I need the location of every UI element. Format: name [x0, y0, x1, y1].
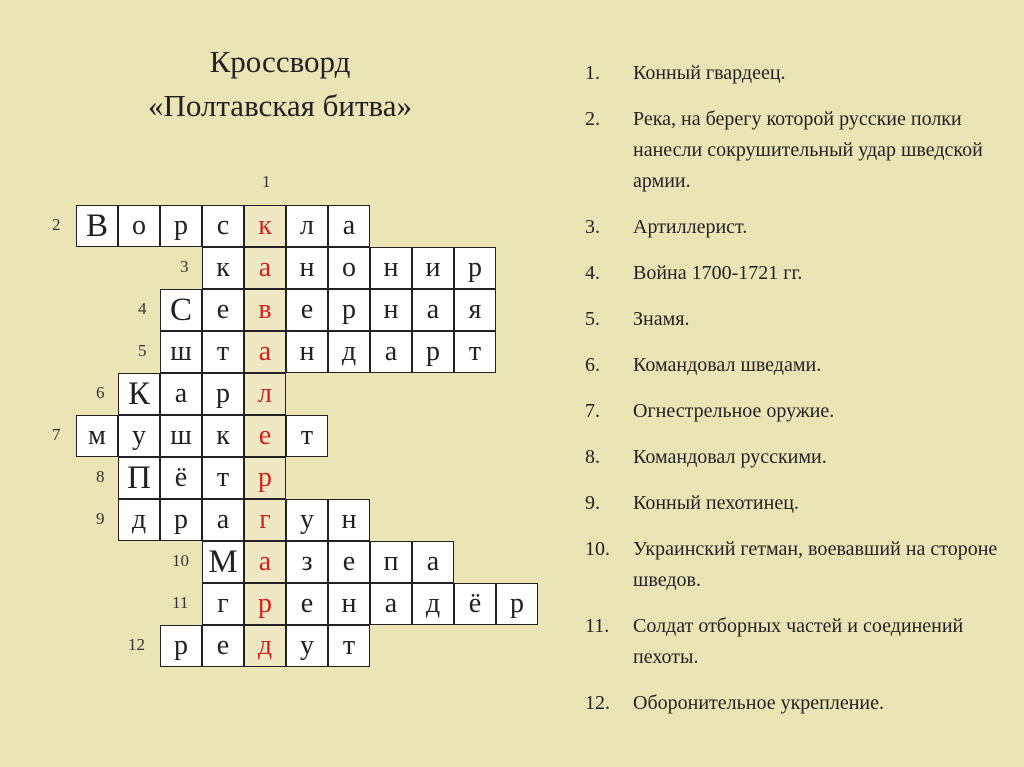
clue-item-number: 12. — [585, 692, 610, 714]
crossword-cell[interactable]: е — [328, 541, 370, 583]
crossword-cell[interactable]: у — [286, 499, 328, 541]
clue-number-11: 11 — [172, 593, 189, 612]
crossword-cell[interactable]: е — [202, 289, 244, 331]
clue-item-text: Война 1700-1721 гг. — [633, 262, 803, 284]
clue-number-1: 1 — [262, 172, 271, 191]
clue-item-text: Командовал русскими. — [633, 446, 827, 468]
crossword-cell[interactable]: а — [160, 373, 202, 415]
crossword-cell[interactable]: р — [454, 247, 496, 289]
clue-item-number: 9. — [585, 492, 600, 514]
crossword-cell[interactable]: а — [370, 331, 412, 373]
crossword-cell[interactable]: с — [202, 205, 244, 247]
clue-item — [585, 350, 1005, 381]
clue-item-number: 7. — [585, 400, 600, 422]
clue-number-4: 4 — [138, 299, 147, 318]
crossword-cell[interactable]: т — [454, 331, 496, 373]
clue-item-text: Конный пехотинец. — [633, 492, 799, 514]
clue-item — [585, 488, 1005, 519]
crossword-cell[interactable]: н — [370, 289, 412, 331]
clue-item-text: Река, на берегу которой русские полки нанесли сокрушительный удар шведской армии. — [633, 108, 983, 192]
clue-item-number: 1. — [585, 62, 600, 84]
crossword-cell[interactable]: р — [160, 499, 202, 541]
clue-item-text: Оборонительное укрепление. — [633, 692, 885, 714]
crossword-cell[interactable]: П — [118, 457, 160, 499]
crossword-cell[interactable]: а — [412, 289, 454, 331]
crossword-cell[interactable]: т — [202, 457, 244, 499]
clue-item-number: 11. — [585, 615, 610, 637]
crossword-cell[interactable]: е — [286, 289, 328, 331]
clue-item-text: Украинский гетман, воевавший на стороне шведов. — [633, 538, 998, 591]
crossword-cell[interactable]: ё — [454, 583, 496, 625]
crossword-cell[interactable]: н — [286, 331, 328, 373]
clue-item — [585, 258, 1005, 289]
crossword-cell[interactable]: р — [202, 373, 244, 415]
crossword-key-cell[interactable]: р — [244, 583, 286, 625]
crossword-key-cell[interactable]: р — [244, 457, 286, 499]
clue-number-8: 8 — [96, 467, 105, 486]
crossword-cell[interactable]: н — [328, 583, 370, 625]
clue-item-text: Огнестрельное оружие. — [633, 400, 835, 422]
crossword-cell[interactable]: д — [412, 583, 454, 625]
crossword-cell[interactable]: а — [328, 205, 370, 247]
crossword-cell[interactable]: л — [286, 205, 328, 247]
crossword-cell[interactable]: ё — [160, 457, 202, 499]
clue-number-10: 10 — [172, 551, 189, 570]
crossword-grid — [0, 0, 560, 700]
clue-item-number: 4. — [585, 262, 600, 284]
crossword-cell[interactable]: р — [412, 331, 454, 373]
clue-list — [585, 58, 1005, 734]
crossword-key-cell[interactable]: а — [244, 541, 286, 583]
clue-item — [585, 212, 1005, 243]
clue-item — [585, 442, 1005, 473]
crossword-key-cell[interactable]: к — [244, 205, 286, 247]
clue-number-2: 2 — [52, 215, 61, 234]
crossword-cell[interactable]: н — [286, 247, 328, 289]
crossword-cell[interactable]: п — [370, 541, 412, 583]
crossword-cell[interactable]: о — [328, 247, 370, 289]
crossword-cell[interactable]: ш — [160, 331, 202, 373]
clue-item-text: Солдат отборных частей и соединений пехоты. — [633, 615, 964, 668]
crossword-cell[interactable]: к — [202, 247, 244, 289]
crossword-cell[interactable]: К — [118, 373, 160, 415]
crossword-key-cell[interactable]: а — [244, 247, 286, 289]
crossword-cell[interactable]: а — [412, 541, 454, 583]
clue-number-9: 9 — [96, 509, 105, 528]
crossword-cell[interactable]: т — [202, 331, 244, 373]
crossword-cell[interactable]: т — [286, 415, 328, 457]
clue-item — [585, 304, 1005, 335]
crossword-cell[interactable]: н — [328, 499, 370, 541]
clue-item-number: 3. — [585, 216, 600, 238]
clue-item — [585, 104, 1005, 197]
clue-item-text: Артиллерист. — [633, 216, 748, 238]
crossword-cell[interactable]: р — [496, 583, 538, 625]
clue-number-6: 6 — [96, 383, 105, 402]
clue-item-text: Командовал шведами. — [633, 354, 822, 376]
clue-item — [585, 58, 1005, 89]
clue-item-number: 6. — [585, 354, 600, 376]
clue-number-3: 3 — [180, 257, 189, 276]
crossword-cell[interactable]: р — [328, 289, 370, 331]
clue-number-5: 5 — [138, 341, 147, 360]
crossword-cell[interactable]: р — [160, 205, 202, 247]
crossword-cell[interactable]: д — [328, 331, 370, 373]
crossword-cell[interactable]: н — [370, 247, 412, 289]
crossword-cell[interactable]: о — [118, 205, 160, 247]
clue-number-12: 12 — [128, 635, 145, 654]
crossword-cell[interactable]: В — [76, 205, 118, 247]
clue-item-text: Знамя. — [633, 308, 690, 330]
crossword-cell[interactable]: у — [286, 625, 328, 667]
crossword-cell[interactable]: е — [286, 583, 328, 625]
crossword-cell[interactable]: м — [76, 415, 118, 457]
crossword-cell[interactable]: з — [286, 541, 328, 583]
clue-item — [585, 396, 1005, 427]
crossword-cell[interactable]: С — [160, 289, 202, 331]
crossword-key-cell[interactable]: в — [244, 289, 286, 331]
clue-item-number: 10. — [585, 538, 610, 560]
crossword-key-cell[interactable]: г — [244, 499, 286, 541]
crossword-cell[interactable]: и — [412, 247, 454, 289]
clue-item — [585, 534, 1005, 596]
crossword-cell[interactable]: т — [328, 625, 370, 667]
crossword-cell[interactable]: а — [370, 583, 412, 625]
crossword-cell[interactable]: ш — [160, 415, 202, 457]
crossword-cell[interactable]: а — [202, 499, 244, 541]
clue-item — [585, 611, 1005, 673]
crossword-cell[interactable]: М — [202, 541, 244, 583]
crossword-cell[interactable]: к — [202, 415, 244, 457]
clue-item-number: 5. — [585, 308, 600, 330]
title-line-2: «Полтавская битва» — [147, 88, 413, 123]
crossword-cell[interactable]: г — [202, 583, 244, 625]
crossword-key-cell[interactable]: е — [244, 415, 286, 457]
clue-item-text: Конный гвардеец. — [633, 62, 786, 84]
clue-number-7: 7 — [52, 425, 61, 444]
crossword-cell[interactable]: я — [454, 289, 496, 331]
crossword-cell[interactable]: е — [202, 625, 244, 667]
title-line-1: Кроссворд — [209, 44, 351, 79]
clue-item — [585, 688, 1005, 719]
crossword-cell[interactable]: у — [118, 415, 160, 457]
crossword-key-cell[interactable]: а — [244, 331, 286, 373]
clue-item-number: 2. — [585, 108, 600, 130]
crossword-cell[interactable]: р — [160, 625, 202, 667]
clue-item-number: 8. — [585, 446, 600, 468]
crossword-key-cell[interactable]: д — [244, 625, 286, 667]
crossword-key-cell[interactable]: л — [244, 373, 286, 415]
crossword-cell[interactable]: д — [118, 499, 160, 541]
